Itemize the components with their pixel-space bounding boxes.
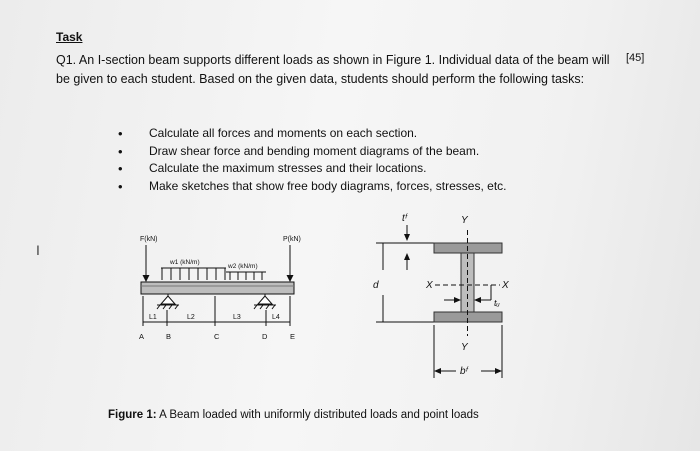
point-label: E: [290, 332, 296, 341]
task-item: • Draw shear force and bending moment diagrams of the beam.: [118, 143, 507, 161]
span-label: L1: [149, 314, 157, 321]
point-load-right-label: P(kN): [283, 236, 301, 243]
y-axis-label-top: Y: [461, 215, 468, 226]
point-label: C: [214, 332, 220, 341]
flange-thickness-arrow: [404, 225, 410, 241]
depth-label: d: [373, 280, 379, 291]
figure-caption-label: Figure 1:: [108, 409, 157, 421]
question-text: Q1. An I-section beam supports different loads as shown in Figure 1. Individual data of the beam will be given to each student. Based on the given data, students should perform the following tasks:: [56, 53, 610, 86]
beam-body: [141, 282, 294, 294]
udl-1-arrows: [161, 268, 226, 280]
udl-2-arrows: [226, 272, 266, 280]
task-item: • Make sketches that show free body diagrams, forces, stresses, etc.: [118, 178, 507, 196]
point-label: A: [139, 332, 145, 341]
task-title: Task: [56, 30, 83, 44]
flange-width-label: bᶠ: [460, 366, 468, 377]
text-cursor-icon: I: [36, 242, 40, 258]
flange-thickness-label: tᶠ: [402, 213, 407, 224]
i-section-diagram: [373, 213, 509, 378]
y-axis-label-bottom: Y: [461, 342, 468, 353]
point-load-left-label: F(kN): [140, 236, 158, 243]
task-item: • Calculate all forces and moments on each section.: [118, 125, 507, 143]
span-label: L2: [187, 314, 195, 321]
pin-support-b: [157, 294, 179, 309]
span-label: L4: [272, 314, 280, 321]
flange-thickness-arrow-up: [404, 253, 410, 270]
udl-1-label: w1 (kN/m): [170, 259, 200, 266]
point-load-right-arrow: [287, 245, 294, 282]
pin-support-d: [254, 294, 276, 309]
web-thickness-label: tᵤ: [494, 298, 500, 308]
figure-caption-text: A Beam loaded with uniformly distributed loads and point loads: [156, 409, 479, 421]
beam-diagram: [139, 236, 301, 341]
span-label: L3: [233, 314, 241, 321]
figure-caption: [108, 409, 479, 421]
x-axis-label-right: X: [502, 280, 509, 291]
marks-label: [45]: [626, 52, 645, 64]
x-axis-label-left: X: [426, 280, 433, 291]
task-item: • Calculate the maximum stresses and their locations.: [118, 160, 507, 178]
point-label: B: [166, 332, 172, 341]
point-load-left-arrow: [143, 245, 150, 282]
point-label: D: [262, 332, 268, 341]
udl-2-label: w2 (kN/m): [228, 263, 258, 270]
